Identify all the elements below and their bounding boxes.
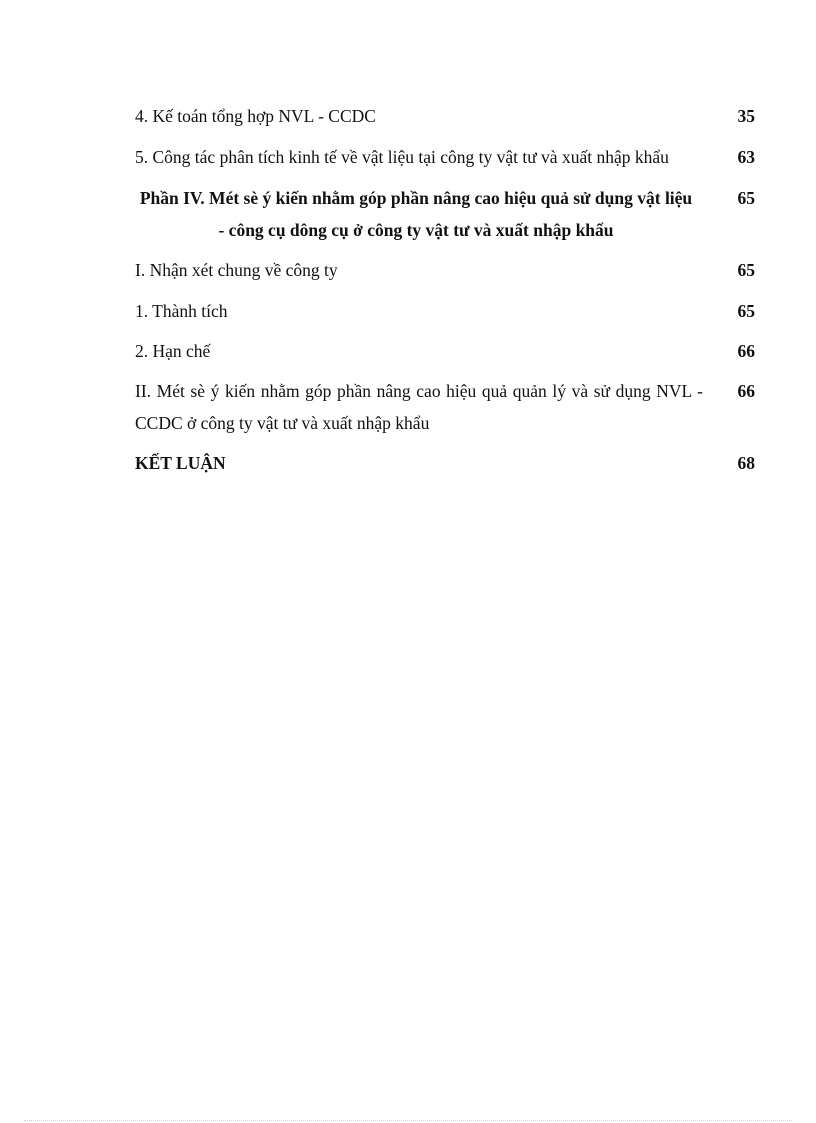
toc-entry-title: II. Mét sè ý kiến nhằm góp phần nâng cao hiệu quả quản lý và sử dụng NVL - CCDC ở công ty vật tư và xuất nhập khẩu xyxy=(135,381,703,433)
toc-entry-page-number: 65 xyxy=(737,260,755,280)
toc-entry-page-number: 66 xyxy=(737,381,755,401)
page-bottom-divider xyxy=(24,1120,792,1121)
toc-entry-page-number: 65 xyxy=(737,188,755,208)
table-of-contents xyxy=(135,100,755,479)
toc-entry-page-number: 63 xyxy=(737,147,755,167)
toc-entry-page-number: 66 xyxy=(737,341,755,361)
toc-entry xyxy=(135,295,755,327)
toc-entry-page-number: 65 xyxy=(737,301,755,321)
toc-entry-page-number: 35 xyxy=(737,106,755,126)
toc-entry-title: 1. Thành tích xyxy=(135,301,228,321)
toc-entry-title: 5. Công tác phân tích kinh tế về vật liệu tại công ty vật tư và xuất nhập khẩu xyxy=(135,147,669,167)
toc-entry-page-number: 68 xyxy=(737,453,755,473)
toc-entry-part-heading xyxy=(135,182,755,246)
toc-entry xyxy=(135,375,755,439)
toc-part-title: Phần IV. Mét sè ý kiến nhằm góp phần nâng cao hiệu quả sử dụng vật liệu - công cụ dông cụ ở công ty vật tư và xuất nhập khẩu xyxy=(139,188,693,240)
toc-entry-title: 2. Hạn chế xyxy=(135,341,211,361)
toc-entry xyxy=(135,254,755,286)
toc-entry-conclusion xyxy=(135,447,755,479)
toc-entry xyxy=(135,335,755,367)
toc-entry-title: 4. Kế toán tổng hợp NVL - CCDC xyxy=(135,106,376,126)
toc-entry xyxy=(135,100,755,132)
toc-entry-title: I. Nhận xét chung về công ty xyxy=(135,260,338,280)
toc-entry xyxy=(135,141,755,173)
toc-conclusion-title: KẾT LUẬN xyxy=(135,453,226,473)
